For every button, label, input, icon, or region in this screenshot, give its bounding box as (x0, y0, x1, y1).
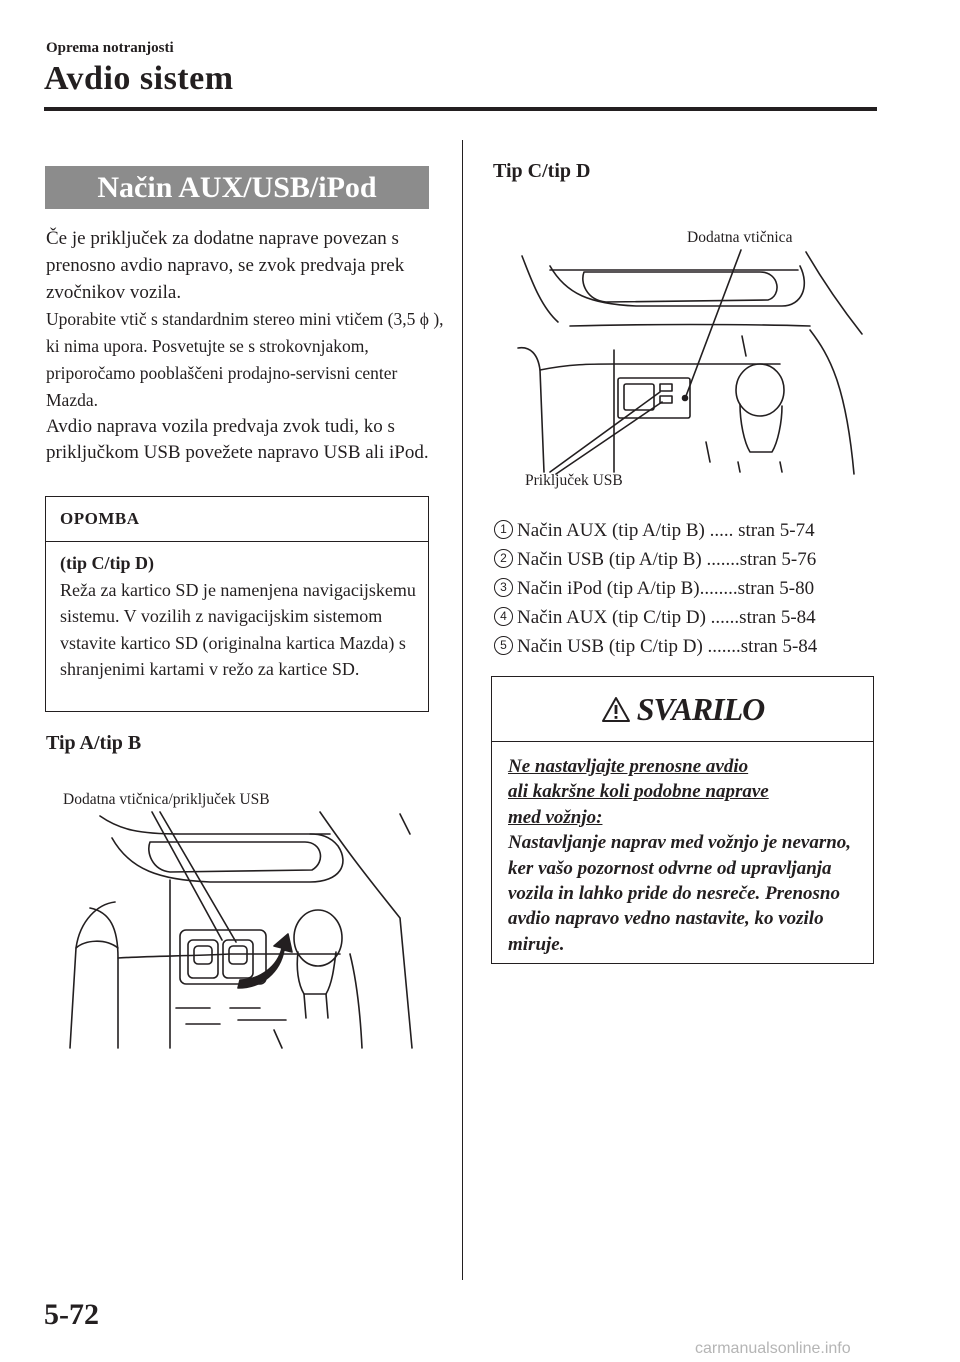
number-badge: 2 (494, 549, 513, 568)
warning-title: SVARILO (636, 690, 765, 727)
intro-paragraph-2: Uporabite vtič s standardnim stereo mini vtičem (3,5 ϕ ), ki nima upora. Posvetujte se s strokovnjakom, priporočamo pooblaščeni prodajno-servisni center Mazda. (46, 309, 444, 410)
warning-body (492, 742, 873, 957)
figure-cd-label-bottom: Priključek USB (525, 472, 623, 489)
watermark: carmanualsonline.info (695, 1340, 851, 1357)
number-badge: 3 (494, 578, 513, 597)
console-illustration-type-ab (60, 808, 430, 1058)
number-badge: 4 (494, 607, 513, 626)
breadcrumb: Oprema notranjosti (46, 40, 174, 56)
figure-cd-heading: Tip C/tip D (493, 160, 591, 182)
warning-line-1: Ne nastavljajte prenosne avdio (508, 756, 749, 777)
list-item[interactable] (494, 574, 884, 603)
list-item-text: Način AUX (tip A/tip B) ..... stran 5-74 (517, 520, 815, 541)
list-item-text: Način AUX (tip C/tip D) ......stran 5-84 (517, 607, 816, 628)
intro-paragraph-1: Če je priključek za dodatne naprave povezan s prenosno avdio napravo, se zvok predvaja prek zvočnikov vozila. (46, 228, 405, 303)
figure-ab-label: Dodatna vtičnica/priključek USB (63, 791, 270, 808)
number-badge: 1 (494, 520, 513, 539)
console-illustration-type-cd (510, 246, 870, 478)
column-divider (462, 140, 463, 1280)
warning-triangle-icon (601, 696, 631, 723)
list-item[interactable] (494, 545, 884, 574)
note-body (46, 542, 428, 683)
list-item-text: Način USB (tip A/tip B) .......stran 5-76 (517, 549, 817, 570)
figure-cd-label-top: Dodatna vtičnica (687, 229, 793, 246)
page-title: Avdio sistem (44, 60, 234, 97)
section-banner: Način AUX/USB/iPod (45, 166, 429, 209)
list-item[interactable] (494, 632, 884, 661)
page-number: 5-72 (44, 1298, 99, 1331)
note-box (45, 496, 429, 712)
number-badge: 5 (494, 636, 513, 655)
warning-header (492, 677, 873, 742)
warning-line-3: med vožnjo: (508, 806, 603, 828)
warning-text: Nastavljanje naprav med vožnjo je nevarno, ker vašo pozornost odvrne od upravljanja vozila in lahko pride do nesreče. Prenosno avdio napravo vedno nastavite, ko vozilo miruje. (508, 832, 852, 955)
figure-ab-heading: Tip A/tip B (46, 732, 142, 754)
note-subheading: (tip C/tip D) (60, 553, 154, 573)
warning-box (491, 676, 874, 964)
title-rule (44, 107, 877, 111)
warning-line-2: ali kakršne koli podobne naprave (508, 781, 769, 803)
list-item[interactable] (494, 516, 884, 545)
list-item-text: Način iPod (tip A/tip B)........stran 5-80 (517, 578, 815, 599)
intro-text (46, 226, 446, 467)
note-text: Reža za kartico SD je namenjena navigacijskemu sistemu. V vozilih z navigacijskim sistemom vstavite kartico SD (originalna kartica Mazda) s shranjenimi kartami v režo za kartice SD. (60, 579, 416, 680)
list-item-text: Način USB (tip C/tip D) .......stran 5-84 (517, 636, 818, 657)
page-references (494, 516, 884, 661)
intro-paragraph-3: Avdio naprava vozila predvaja zvok tudi, ko s priključkom USB povežete napravo USB ali iPod. (46, 415, 429, 464)
note-heading: OPOMBA (46, 497, 428, 542)
list-item[interactable] (494, 603, 884, 632)
